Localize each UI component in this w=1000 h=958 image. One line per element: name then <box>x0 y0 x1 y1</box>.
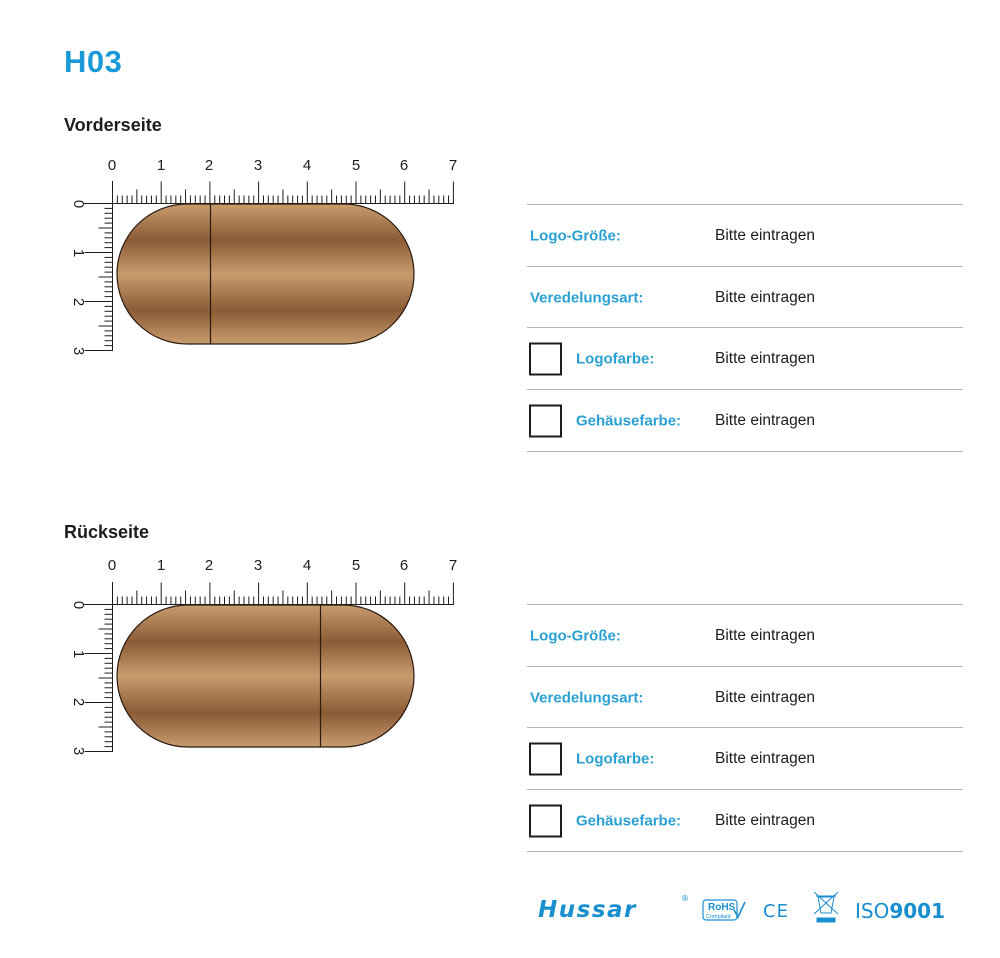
vertical-ruler-labels <box>70 200 87 355</box>
spec-label: Gehäusefarbe: <box>576 412 682 429</box>
case-color-swatch[interactable] <box>529 404 562 437</box>
horizontal-ruler <box>84 182 454 204</box>
svg-text:5: 5 <box>351 157 361 174</box>
section-title-front: Vorderseite <box>64 115 162 135</box>
spec-value-input[interactable]: Bitte eintragen <box>715 749 815 767</box>
spec-value-input[interactable]: Bitte eintragen <box>715 349 815 367</box>
logo-color-swatch[interactable] <box>529 742 562 775</box>
spec-label: Gehäusefarbe: <box>576 812 682 829</box>
ce-mark-icon <box>763 901 789 922</box>
svg-text:2: 2 <box>70 297 87 307</box>
spec-label: Logo-Größe: <box>530 227 621 244</box>
svg-text:6: 6 <box>399 557 409 574</box>
case-color-swatch[interactable] <box>529 804 562 837</box>
spec-row-logo-size <box>527 604 963 666</box>
svg-text:1: 1 <box>70 248 87 258</box>
product-code-title: H03 <box>64 44 123 79</box>
back-spec-table <box>527 604 963 851</box>
capsule-front <box>117 204 414 344</box>
svg-text:®: ® <box>681 894 689 903</box>
spec-value-input[interactable]: Bitte eintragen <box>715 226 815 244</box>
horizontal-ruler-labels <box>108 157 457 174</box>
spec-row-logo-color <box>527 327 963 389</box>
svg-text:RoHS: RoHS <box>708 902 736 913</box>
spec-row-finishing <box>527 266 963 328</box>
vertical-ruler <box>85 181 113 351</box>
spec-label: Logofarbe: <box>576 750 655 767</box>
spec-row-logo-color <box>527 727 963 789</box>
spec-value-input[interactable]: Bitte eintragen <box>715 688 815 706</box>
svg-text:2: 2 <box>204 557 214 574</box>
hussar-logo <box>538 894 689 923</box>
section-title-back: Rückseite <box>64 522 150 542</box>
svg-text:1: 1 <box>156 557 166 574</box>
logo-color-swatch[interactable] <box>529 342 562 375</box>
horizontal-ruler <box>84 583 454 605</box>
svg-text:3: 3 <box>70 346 87 356</box>
horizontal-ruler-labels <box>108 557 457 574</box>
svg-text:2: 2 <box>204 157 214 174</box>
svg-text:CE: CE <box>763 901 789 922</box>
spec-row-case-color <box>527 789 963 852</box>
svg-text:2: 2 <box>70 697 87 707</box>
svg-text:6: 6 <box>399 157 409 174</box>
svg-text:3: 3 <box>70 746 87 756</box>
certification-footer <box>538 888 958 932</box>
front-ruler-drawing <box>60 150 470 365</box>
vertical-ruler <box>85 582 113 752</box>
svg-text:5: 5 <box>351 557 361 574</box>
svg-text:4: 4 <box>302 157 312 174</box>
spec-row-finishing <box>527 666 963 728</box>
back-ruler-drawing <box>60 550 470 765</box>
spec-label: Logofarbe: <box>576 350 655 367</box>
weee-crossed-bin-icon <box>814 892 838 922</box>
svg-text:1: 1 <box>70 649 87 659</box>
svg-text:Hussar: Hussar <box>538 897 637 923</box>
spec-label: Veredelungsart: <box>530 289 644 306</box>
front-spec-table <box>527 204 963 451</box>
svg-text:4: 4 <box>302 557 312 574</box>
svg-text:1: 1 <box>156 157 166 174</box>
svg-text:ISO9001: ISO9001 <box>855 899 946 923</box>
svg-text:0: 0 <box>70 600 87 610</box>
svg-text:0: 0 <box>107 557 117 574</box>
spec-row-case-color <box>527 389 963 452</box>
rohs-compliant-icon <box>703 900 745 920</box>
svg-text:7: 7 <box>448 557 458 574</box>
spec-label: Veredelungsart: <box>530 689 644 706</box>
spec-value-input[interactable]: Bitte eintragen <box>715 811 815 829</box>
spec-row-logo-size <box>527 204 963 266</box>
svg-text:7: 7 <box>448 157 458 174</box>
iso-9001-icon <box>855 899 945 923</box>
spec-value-input[interactable]: Bitte eintragen <box>715 626 815 644</box>
svg-text:3: 3 <box>253 557 263 574</box>
spec-label: Logo-Größe: <box>530 627 621 644</box>
vertical-ruler-labels <box>70 601 87 755</box>
spec-value-input[interactable]: Bitte eintragen <box>715 288 815 306</box>
svg-text:3: 3 <box>253 157 263 174</box>
svg-text:Compliant: Compliant <box>706 914 731 920</box>
spec-value-input[interactable]: Bitte eintragen <box>715 411 815 429</box>
svg-text:0: 0 <box>70 199 87 209</box>
capsule-back <box>117 605 414 747</box>
svg-text:0: 0 <box>107 157 117 174</box>
